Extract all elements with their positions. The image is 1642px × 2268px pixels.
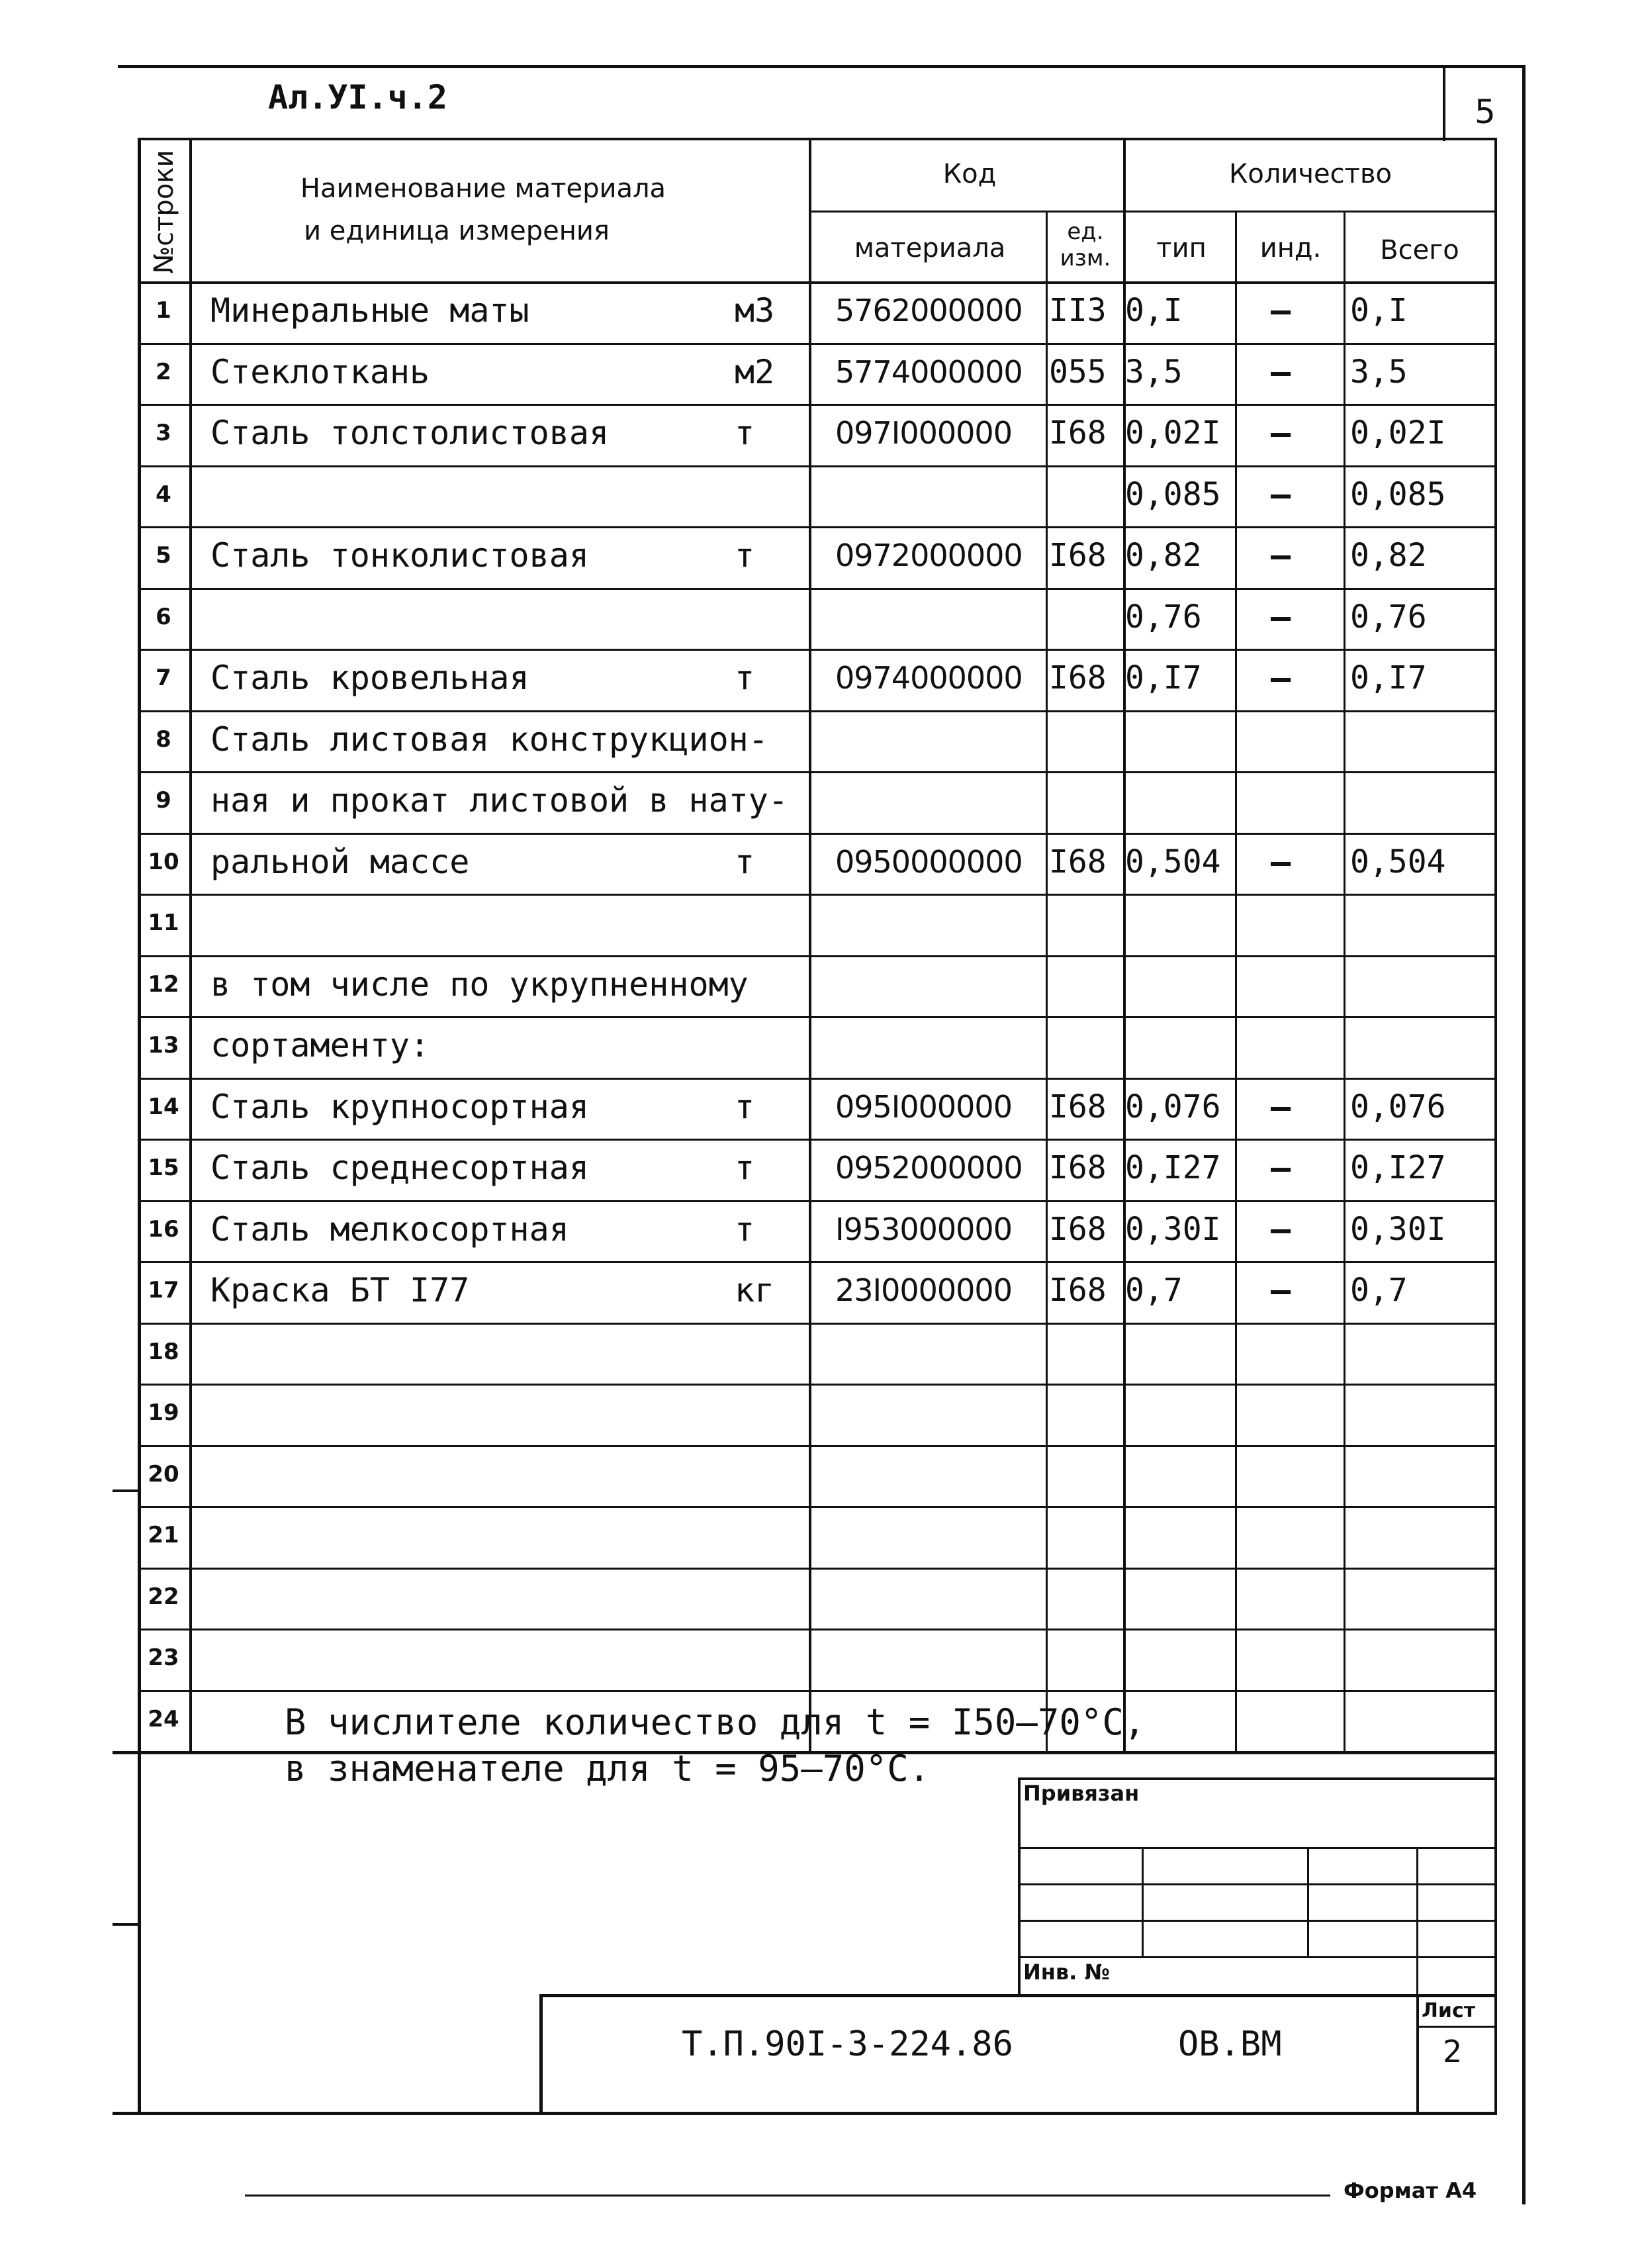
sheet-label: Лист: [1422, 1999, 1476, 2022]
row-number: 13: [148, 1032, 179, 1059]
stamp-box-left: [1018, 1777, 1021, 1996]
quantity-total: 0,I: [1350, 292, 1408, 329]
note-line-1: В числителе количество для t = I50–70°С,: [285, 1701, 1146, 1743]
unit: т: [735, 659, 755, 697]
unit-code: I68: [1049, 414, 1107, 451]
row-number: 4: [156, 481, 171, 508]
material-code: 5762000000: [835, 293, 1023, 328]
left-tick-1: [113, 1489, 139, 1492]
row-number: 22: [148, 1583, 179, 1610]
stamp-row-1: [1018, 1847, 1494, 1849]
code-unit-header: ед. изм.: [1060, 218, 1111, 271]
quantity-total: 3,5: [1350, 353, 1408, 391]
row-number: 17: [148, 1277, 179, 1303]
quantity-ind: –: [1271, 475, 1291, 514]
material-code: 0952000000: [835, 1150, 1023, 1186]
name-header-line1: Наименование материала: [300, 173, 666, 204]
material-name: ная и прокат листовой в нату-: [210, 781, 788, 820]
stamp-col-1: [1142, 1847, 1144, 1956]
row-divider: [138, 1690, 1494, 1692]
code-material-header: материала: [854, 233, 1006, 263]
quantity-type: 0,I7: [1125, 659, 1202, 696]
table-top-border: [138, 138, 1494, 140]
unit: т: [735, 414, 755, 452]
attached-label: Привязан: [1023, 1781, 1140, 1806]
quantity-total: 0,504: [1350, 843, 1446, 880]
material-code: 095I000000: [835, 1088, 1012, 1125]
footer-rule: [245, 2195, 1330, 2197]
quantity-type: 0,82: [1125, 537, 1202, 574]
row-divider: [138, 465, 1494, 467]
quantity-ind: –: [1271, 1209, 1291, 1249]
unit: м2: [735, 352, 775, 391]
quantity-ind: –: [1271, 659, 1291, 697]
quantity-ind-header: инд.: [1259, 233, 1322, 263]
row-number: 23: [148, 1644, 179, 1671]
unit-code: I68: [1049, 1088, 1107, 1125]
quantity-type: 0,085: [1125, 475, 1221, 513]
stamp-col-2: [1307, 1847, 1309, 1956]
row-number: 20: [148, 1460, 179, 1488]
quantity-total: 0,7: [1350, 1272, 1408, 1309]
col-divider-right: [1494, 138, 1497, 1751]
row-number: 7: [156, 665, 171, 691]
col-divider-ind: [1344, 211, 1346, 1751]
name-header-line2: и единица измерения: [304, 216, 610, 246]
quantity-ind: –: [1271, 1149, 1291, 1187]
unit-code: 055: [1049, 353, 1107, 391]
stamp-row-4: [1018, 1956, 1494, 1958]
quantity-type: 0,504: [1125, 843, 1221, 880]
code-header: Код: [942, 159, 997, 189]
note-line-2: в знаменателе для t = 95–70°С.: [285, 1748, 931, 1789]
row-number: 5: [156, 542, 171, 569]
unit-code: I68: [1049, 1210, 1107, 1248]
row-number: 12: [148, 970, 179, 998]
paper-format-label: Формат А4: [1344, 2178, 1477, 2203]
stamp-box-top: [1018, 1777, 1494, 1780]
quantity-total: 0,I7: [1350, 659, 1427, 696]
unit-code: I68: [1049, 659, 1107, 696]
row-number: 19: [148, 1399, 179, 1426]
quantity-ind: –: [1271, 597, 1291, 636]
unit: т: [735, 536, 755, 575]
right-frame: [1522, 65, 1526, 2204]
quantity-total: 0,76: [1350, 598, 1427, 636]
quantity-ind: –: [1271, 414, 1291, 452]
left-tick-2: [113, 1923, 139, 1926]
quantity-total: 0,085: [1350, 475, 1446, 513]
quantity-type: 0,02I: [1125, 414, 1221, 451]
row-divider: [138, 1445, 1494, 1447]
material-name: ральной массе: [210, 842, 470, 881]
unit: кг: [735, 1271, 775, 1309]
quantity-ind: –: [1271, 1271, 1291, 1309]
row-number: 18: [148, 1338, 179, 1365]
unit-code: II3: [1049, 292, 1107, 329]
lower-right-frame: [1494, 1751, 1497, 2115]
quantity-total: 0,076: [1350, 1088, 1446, 1125]
unit-code: I68: [1049, 843, 1107, 880]
title-block-top: [539, 1994, 1496, 1997]
material-name: Сталь тонколистовая: [210, 536, 589, 575]
inventory-number-label: Инв. №: [1023, 1960, 1110, 1985]
unit: т: [735, 1087, 755, 1126]
stamp-row-3: [1018, 1920, 1494, 1922]
unit: т: [735, 1209, 755, 1249]
row-number: 11: [148, 910, 179, 936]
row-number: 10: [148, 848, 179, 875]
material-name: Сталь крупносортная: [210, 1087, 589, 1126]
material-code: 097I000000: [835, 415, 1012, 451]
stamp-col-3: [1416, 1847, 1418, 1996]
row-number: 1: [156, 297, 171, 324]
material-code: 0950000000: [835, 843, 1023, 880]
row-divider: [138, 1629, 1494, 1630]
title-block-left: [539, 1994, 543, 2113]
row-number: 16: [148, 1215, 179, 1243]
material-code: 23I0000000: [835, 1272, 1012, 1308]
row-divider: [138, 1506, 1494, 1508]
material-code: 0972000000: [835, 538, 1023, 573]
material-name: Сталь кровельная: [210, 659, 529, 697]
row-divider: [138, 1384, 1494, 1386]
unit: м3: [735, 291, 775, 330]
material-code: 0974000000: [835, 660, 1023, 696]
material-name: Сталь среднесортная: [210, 1149, 589, 1187]
col-divider-type: [1235, 211, 1237, 1751]
page-number: 5: [1475, 93, 1496, 131]
row-number: 2: [156, 358, 171, 385]
document-designation: Т.П.90I-3-224.86: [682, 2024, 1013, 2064]
quantity-total: 0,30I: [1350, 1210, 1446, 1248]
material-name: сортаменту:: [210, 1026, 430, 1064]
row-number: 6: [156, 603, 171, 630]
row-number: 15: [148, 1155, 179, 1181]
material-name: Минеральные маты: [210, 291, 529, 330]
row-divider: [138, 1323, 1494, 1325]
col-divider-number: [189, 138, 192, 1751]
quantity-header: Количество: [1228, 159, 1392, 189]
quantity-ind: –: [1271, 291, 1291, 330]
sheet-box-left: [1416, 1994, 1419, 2113]
quantity-ind: –: [1271, 1087, 1291, 1126]
quantity-ind: –: [1271, 536, 1291, 575]
row-divider: [138, 1568, 1494, 1570]
quantity-type-header: тип: [1156, 233, 1207, 263]
row-number: 14: [148, 1093, 179, 1120]
quantity-type: 0,7: [1125, 1272, 1183, 1309]
unit-code: I68: [1049, 537, 1107, 574]
unit: т: [735, 842, 755, 881]
col-divider-unit-code: [1046, 211, 1048, 1751]
unit-code: I68: [1049, 1149, 1107, 1186]
material-code: I953000000: [835, 1211, 1012, 1247]
quantity-total-header: Всего: [1380, 235, 1459, 265]
unit: т: [735, 1149, 755, 1187]
quantity-total: 0,02I: [1350, 414, 1446, 451]
material-name: Сталь толстолистовая: [210, 414, 610, 452]
material-name: Сталь листовая конструкцион-: [210, 720, 768, 759]
row-number: 8: [156, 726, 171, 753]
title-block-bottom: [113, 2112, 1496, 2115]
row-number: 21: [148, 1522, 179, 1548]
quantity-type: 0,I27: [1125, 1149, 1221, 1186]
row-number-header: №строки: [149, 150, 179, 274]
material-name: в том числе по укрупненному: [210, 965, 749, 1004]
code-subheader-divider: [809, 211, 1494, 213]
material-name: Сталь мелкосортная: [210, 1209, 569, 1249]
quantity-type: 0,76: [1125, 598, 1202, 636]
quantity-total: 0,82: [1350, 537, 1427, 574]
material-name: Краска БТ I77: [210, 1271, 470, 1309]
sheet-number: 2: [1443, 2034, 1463, 2069]
material-name: Стеклоткань: [210, 352, 430, 391]
quantity-total: 0,I27: [1350, 1149, 1446, 1186]
quantity-type: 3,5: [1125, 353, 1183, 391]
quantity-type: 0,I: [1125, 292, 1183, 329]
row-number: 3: [156, 420, 171, 446]
document-mark: ОВ.ВМ: [1178, 2024, 1282, 2064]
quantity-ind: –: [1271, 842, 1291, 881]
material-code: 5774000000: [835, 354, 1023, 390]
row-number: 9: [156, 787, 171, 814]
col-divider-name: [809, 138, 811, 1751]
stamp-row-2: [1018, 1883, 1494, 1885]
quantity-ind: –: [1271, 352, 1291, 391]
quantity-type: 0,30I: [1125, 1210, 1221, 1248]
page-number-box-left: [1443, 65, 1445, 141]
quantity-type: 0,076: [1125, 1088, 1221, 1125]
top-rule: [118, 65, 1524, 68]
row-divider: [138, 588, 1494, 590]
document-code: Ал.УI.ч.2: [268, 78, 447, 117]
left-frame: [138, 139, 141, 2112]
row-divider: [138, 894, 1494, 896]
sheet-box-divider: [1416, 2026, 1496, 2028]
unit-code: I68: [1049, 1272, 1107, 1309]
row-number: 24: [148, 1705, 179, 1732]
